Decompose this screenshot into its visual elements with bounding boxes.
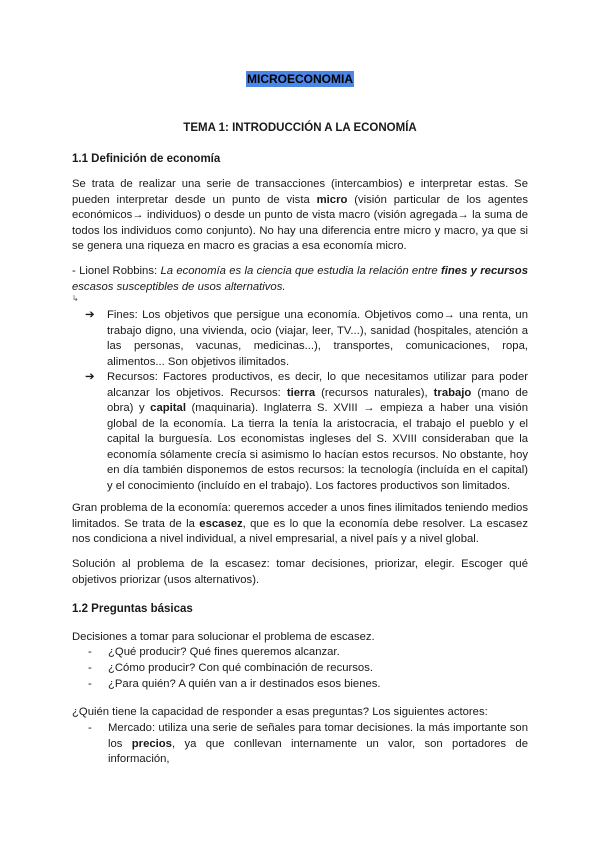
- paragraph-actores: ¿Quién tiene la capacidad de responder a esas preguntas? Los siguientes actores:: [72, 706, 488, 718]
- quote-robbins: [72, 264, 528, 295]
- bold-run: micro: [316, 193, 348, 206]
- text-run: (maquinaria). Inglaterra S. XVIII → empieza a haber una visión global de la economía. La tierra la tenía la aristocracia, el trabajo el pueblo y el capital la burguesía. Los economistas ingleses del S. XVIII consideraban que la economía sólamente crecía si asimismo lo hacían estos recursos. No obstante, hoy en día también disponemos de estos recursos: la tecnología (incluída en el capital) y el conocimiento (incluído en el trabajo). Los factores productivos son limitados.: [107, 402, 528, 492]
- question-text: ¿Cómo producir? Con qué combinación de recursos.: [108, 662, 373, 674]
- bullet-text: [107, 370, 528, 494]
- text-run: , ya que conllevan internamente un valor, son portadores de información,: [108, 737, 528, 765]
- text-run: Recursos: Factores productivos, es decir, lo que necesitamos utilizar para poder alcanzar los objetivos. Recursos:: [107, 371, 528, 399]
- section-heading-definition: 1.1 Definición de economía: [72, 153, 221, 165]
- actor-text: [108, 721, 528, 768]
- text-run: , que es lo que la economía debe resolver. La escasez nos condiciona a nivel individual, a nivel empresarial, a nivel país y a nivel global.: [72, 517, 528, 545]
- document-title: [0, 72, 600, 86]
- bold-run: tierra: [286, 386, 316, 399]
- text-run: Gran problema de la economía: queremos acceder a unos fines ilimitados teniendo medios limitados. Se trata de la: [72, 502, 528, 530]
- dash-bullet-icon: -: [88, 722, 92, 734]
- question-text: ¿Qué producir? Qué fines queremos alcanzar.: [108, 646, 340, 658]
- bullet-text: Fines: Los objetivos que persigue una economía. Objetivos como→ una renta, un trabajo digno, una vivienda, ocio (viajar, leer, TV...), sanidad (hospitales, atención a las personas, vacunas, medicinas...), transportes, comunicaciones, ropa, alimentos... Son objetivos ilimitados.: [107, 309, 528, 368]
- dash-bullet-icon: -: [88, 646, 92, 658]
- list-item: [88, 661, 528, 677]
- list-item: [88, 645, 528, 661]
- text-run: Se trata de realizar una serie de transacciones (intercambios) e interpretar estas. Se pueden interpretar desde un punto de vista: [72, 178, 528, 206]
- bold-run: trabajo: [433, 386, 472, 399]
- dash-bullet-icon: -: [88, 662, 92, 674]
- text-run: (mano de obra) y: [107, 386, 528, 414]
- topic-title: TEMA 1: INTRODUCCIÓN A LA ECONOMÍA: [183, 122, 417, 134]
- quote-text: escasos susceptibles de usos alternativos.: [72, 280, 286, 293]
- bullet-item-recursos: [85, 370, 528, 494]
- question-text: ¿Para quién? A quién van a ir destinados esos bienes.: [108, 678, 381, 690]
- document-title-text: MICROECONOMIA: [247, 72, 353, 86]
- text-run: (recursos naturales),: [315, 386, 434, 399]
- arrow-bullet-icon: ➔: [85, 309, 95, 321]
- text-run: Mercado: utiliza una serie de señales para tomar decisiones. la más importante son los: [108, 722, 528, 750]
- quote-text: La economía es la ciencia que estudia la relación entre: [160, 265, 441, 277]
- quote-bold: fines y recursos: [441, 265, 528, 277]
- paragraph-escasez: [72, 501, 528, 548]
- bold-run: capital: [150, 402, 186, 414]
- dash-bullet-icon: -: [88, 678, 92, 690]
- section-heading-preguntas: 1.2 Preguntas básicas: [72, 603, 193, 615]
- bold-run: escasez: [199, 517, 243, 530]
- bold-run: precios: [131, 737, 172, 750]
- arrow-bullet-icon: ➔: [85, 371, 95, 383]
- quote-author: - Lionel Robbins:: [72, 265, 161, 277]
- paragraph-solucion: Solución al problema de la escasez: tomar decisiones, priorizar, elegir. Escoger qué objetivos priorizar (usos alternativos).: [72, 558, 528, 586]
- paragraph-definition: [72, 177, 528, 255]
- paragraph-decisiones: Decisiones a tomar para solucionar el problema de escasez.: [72, 631, 375, 643]
- list-item-mercado: [88, 721, 528, 768]
- bullet-item-fines: [85, 308, 528, 370]
- return-arrow-icon: ↳: [72, 294, 79, 303]
- list-item: [88, 677, 528, 693]
- text-run: (visión particular de los agentes económicos→ individuos) o desde un punto de vista macro (visión agregada→ la suma de todos los individuos como conjunto). No hay una diferencia entre micro y macro, ya que si se genera una riqueza en macro es gracias a esa economía micro.: [72, 193, 528, 252]
